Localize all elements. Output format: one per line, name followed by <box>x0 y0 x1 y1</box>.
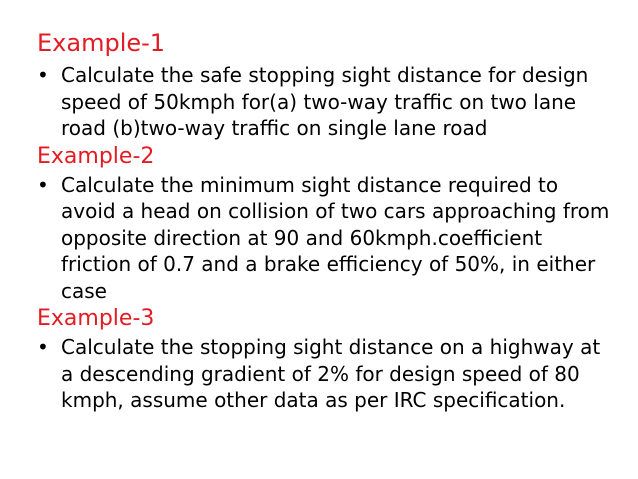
example-2-heading: Example-2 <box>37 143 155 169</box>
example-3-question: Calculate the stopping sight distance on a highway at a descending gradient of 2% for design speed of 80 kmph, assume other data as per IRC specification. <box>61 335 601 412</box>
example-1-bullet <box>37 62 617 142</box>
example-3-bullet <box>37 334 617 414</box>
example-3-heading: Example-3 <box>37 306 155 331</box>
example-2-question: Calculate the minimum sight distance required to avoid a head on collision of two cars approaching from opposite direction at 90 and 60kmph.coefficient friction of 0.7 and a brake efficiency of 50%, in either case <box>61 172 610 303</box>
example-1-question: Calculate the safe stopping sight distance for design speed of 50kmph for(a) two-way traffic on two lane road (b)two-way traffic on single lane road <box>61 63 589 140</box>
slide-content <box>37 26 617 414</box>
example-1-heading: Example-1 <box>37 29 166 57</box>
bullet-icon: • <box>37 335 49 359</box>
bullet-icon: • <box>37 63 49 87</box>
example-2-bullet <box>37 172 617 305</box>
bullet-icon: • <box>37 172 49 197</box>
